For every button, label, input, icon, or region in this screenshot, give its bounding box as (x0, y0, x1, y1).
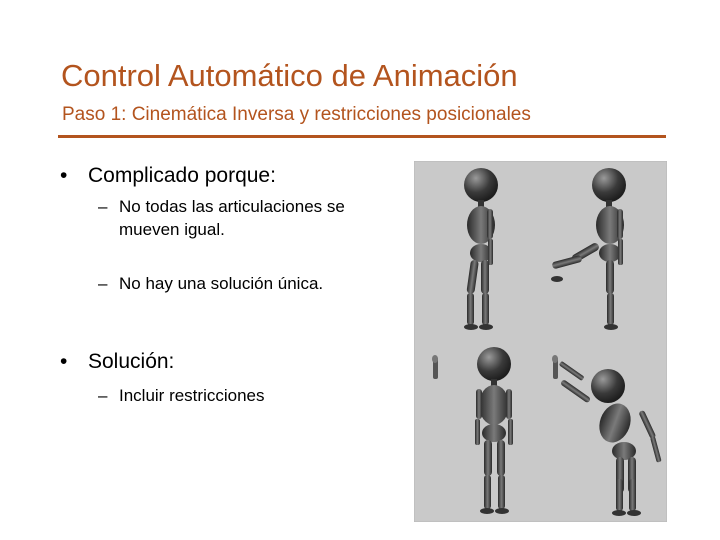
subitem-articulaciones (98, 195, 363, 241)
bullet-text: Solución: (88, 350, 175, 373)
bullet-complicado (60, 164, 276, 188)
bullet-marker: • (60, 350, 68, 373)
mannequin-poses-illustration (414, 161, 667, 522)
subitem-text: No todas las articulaciones se mueven igual. (119, 197, 345, 239)
subitem-text: Incluir restricciones (119, 386, 265, 405)
bullet-solucion (60, 350, 174, 374)
dash-marker: – (98, 274, 108, 293)
dash-marker: – (98, 197, 108, 216)
bullet-text: Complicado porque: (88, 164, 276, 187)
dash-marker: – (98, 386, 108, 405)
subitem-text: No hay una solución única. (119, 274, 324, 293)
subitem-restricciones (98, 384, 378, 407)
bullet-marker: • (60, 164, 68, 187)
subitem-solucion-unica (98, 272, 363, 295)
title-divider (58, 135, 666, 138)
slide-subtitle: Paso 1: Cinemática Inversa y restricciones posicionales (62, 104, 531, 125)
slide-title: Control Automático de Animación (61, 58, 518, 93)
